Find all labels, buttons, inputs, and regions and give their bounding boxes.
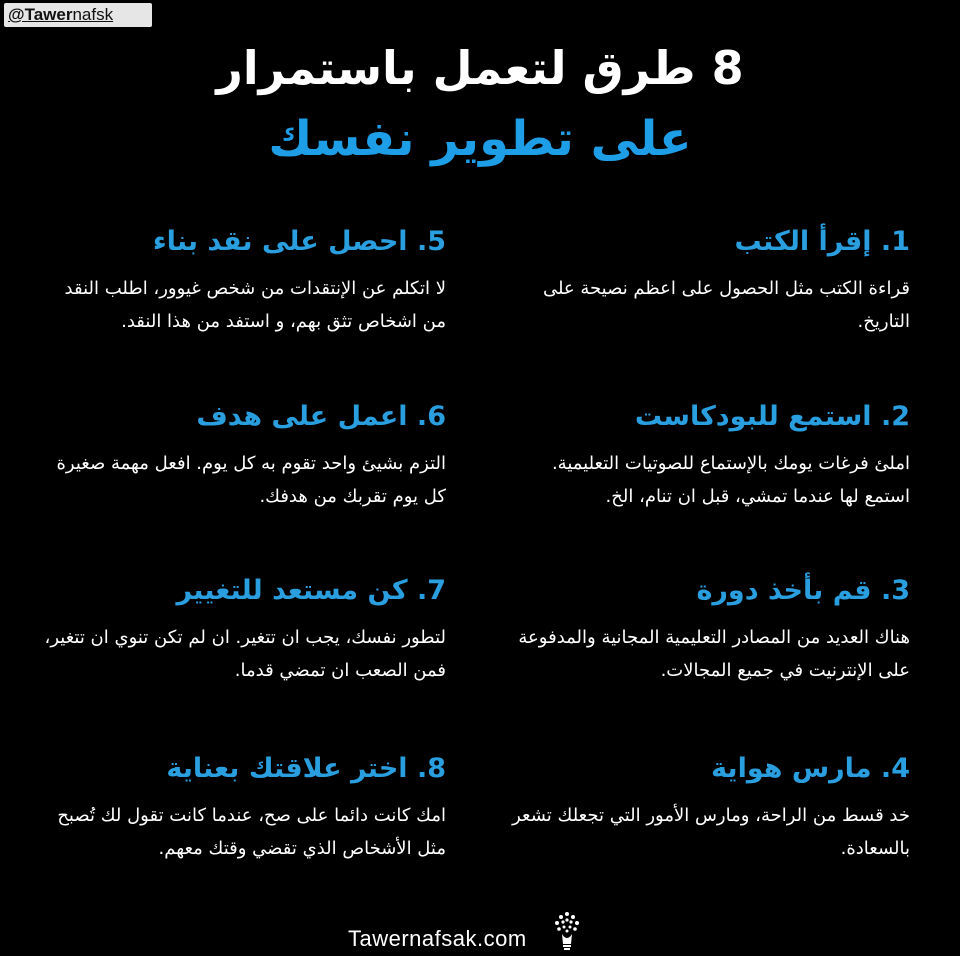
tip-6 (36, 397, 446, 513)
handle-part-2: nafsk (72, 5, 114, 24)
tip-4 (510, 749, 910, 865)
handle-part-1: @Tawer (8, 5, 73, 24)
tip-8 (36, 749, 446, 865)
tip-body: خد قسط من الراحة، ومارس الأمور التي تجعلك تشعر بالسعادة. (512, 805, 910, 859)
tip-heading: 8. اختر علاقتك بعناية (166, 753, 446, 784)
tip-7 (36, 571, 446, 687)
tip-heading: 1. إقرأ الكتب (734, 226, 910, 257)
tip-body: لتطور نفسك، يجب ان تتغير. ان لم تكن تنوي ان تتغير، فمن الصعب ان تمضي قدما. (44, 627, 446, 681)
title-line-2: على تطوير نفسك (268, 111, 692, 167)
title-line-1: 8 طرق لتعمل باستمرار (216, 41, 744, 95)
account-handle (4, 3, 152, 27)
tip-heading: 3. قم بأخذ دورة (696, 575, 910, 606)
tip-heading: 6. اعمل على هدف (196, 401, 446, 432)
footer-website: Tawernafsak.com (348, 926, 527, 951)
tip-2 (510, 397, 910, 513)
tip-body: هناك العديد من المصادر التعليمية المجانية والمدفوعة على الإنترنيت في جميع المجالات. (518, 627, 910, 681)
tip-body: لا اتكلم عن الإنتقدات من شخص غيوور، اطلب النقد من اشخاص تثق بهم، و استفد من هذا النقد. (64, 278, 446, 332)
tip-1 (510, 222, 910, 338)
tip-3 (510, 571, 910, 687)
tip-5 (36, 222, 446, 338)
tip-body: التزم بشيئ واحد تقوم به كل يوم. افعل مهمة صغيرة كل يوم تقربك من هدفك. (56, 453, 446, 507)
tip-body: قراءة الكتب مثل الحصول على اعظم نصيحة على التاريخ. (542, 278, 910, 332)
tip-body: امك كانت دائما على صح، عندما كانت تقول لك تُصبح مثل الأشخاص الذي تقضي وقتك معهم. (57, 805, 446, 859)
tip-heading: 4. مارس هواية (711, 753, 910, 784)
tip-heading: 7. كن مستعد للتغيير (176, 575, 446, 606)
tree-bulb-icon (552, 910, 582, 952)
tip-heading: 5. احصل على نقد بناء (152, 226, 446, 257)
tip-body: املئ فرغات يومك بالإستماع للصوتيات التعليمية. استمع لها عندما تمشي، قبل ان تنام، الخ. (551, 453, 910, 507)
tip-heading: 2. استمع للبودكاست (634, 401, 910, 432)
